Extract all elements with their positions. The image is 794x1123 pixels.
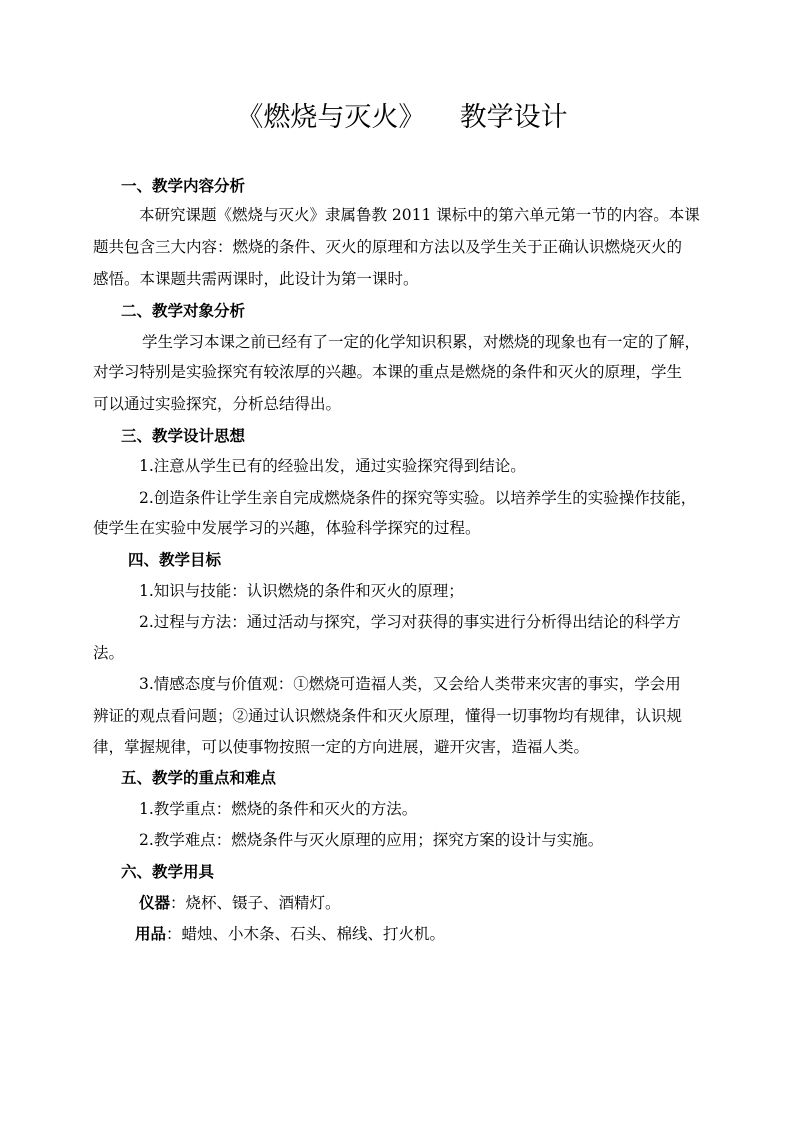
section-heading-key-points: 五、教学的重点和难点 xyxy=(121,768,277,787)
tools-label: 仪器 xyxy=(139,893,171,912)
tools-supplies-line xyxy=(135,923,445,945)
paragraph-line: 使学生在实验中发展学习的兴趣，体验科学探究的过程。 xyxy=(93,519,481,537)
tools-text: ：烧杯、镊子、酒精灯。 xyxy=(170,894,341,912)
paragraph-line: 本研究课题《燃烧与灭火》隶属鲁教 2011 课标中的第六单元第一节的内容。本课 xyxy=(139,206,700,224)
paragraph-line: 1.注意从学生已有的经验出发，通过实验探究得到结论。 xyxy=(139,457,526,475)
paragraph-line: 3.情感态度与价值观：①燃烧可造福人类，又会给人类带来灾害的事实，学会用 xyxy=(139,675,681,693)
paragraph-line: 2.教学难点：燃烧条件与灭火原理的应用；探究方案的设计与实施。 xyxy=(139,831,604,849)
paragraph-line: 辨证的观点看问题；②通过认识燃烧条件和灭火原理，懂得一切事物均有规律，认识规 xyxy=(93,707,683,725)
tools-instruments-line xyxy=(139,892,341,914)
paragraph-line: 1.知识与技能：认识燃烧的条件和灭火的原理； xyxy=(139,582,464,600)
paragraph-line: 2.过程与方法：通过活动与探究，学习对获得的事实进行分析得出结论的科学方 xyxy=(139,613,681,631)
paragraph-line: 感悟。本课题共需两课时，此设计为第一课时。 xyxy=(93,270,419,288)
paragraph-line: 律，掌握规律，可以使事物按照一定的方向进展，避开灾害，造福人类。 xyxy=(93,738,590,756)
document-title: 《燃烧与灭火》 教学设计 xyxy=(236,102,568,133)
paragraph-line: 对学习特别是实验探究有较浓厚的兴趣。本课的重点是燃烧的条件和灭火的原理，学生 xyxy=(93,363,683,381)
section-heading-design-thinking: 三、教学设计思想 xyxy=(121,426,246,445)
paragraph-line: 2.创造条件让学生亲自完成燃烧条件的探究等实验。以培养学生的实验操作技能， xyxy=(139,489,697,507)
paragraph-line: 1.教学重点：燃烧的条件和灭火的方法。 xyxy=(139,800,418,818)
section-heading-content-analysis: 一、教学内容分析 xyxy=(121,176,246,195)
paragraph-line: 学生学习本课之前已经有了一定的化学知识积累，对燃烧的现象也有一定的了解， xyxy=(142,333,701,351)
section-heading-teaching-goals: 四、教学目标 xyxy=(128,550,222,569)
paragraph-line: 法。 xyxy=(93,644,125,662)
paragraph-line: 可以通过实验探究，分析总结得出。 xyxy=(93,395,342,413)
tools-label: 用品 xyxy=(135,924,167,943)
tools-text: ：蜡烛、小木条、石头、棉线、打火机。 xyxy=(166,925,446,943)
section-heading-target-analysis: 二、教学对象分析 xyxy=(121,301,246,320)
paragraph-line: 题共包含三大内容：燃烧的条件、灭火的原理和方法以及学生关于正确认识燃烧灭火的 xyxy=(93,238,683,256)
section-heading-teaching-tools: 六、教学用具 xyxy=(121,862,215,881)
